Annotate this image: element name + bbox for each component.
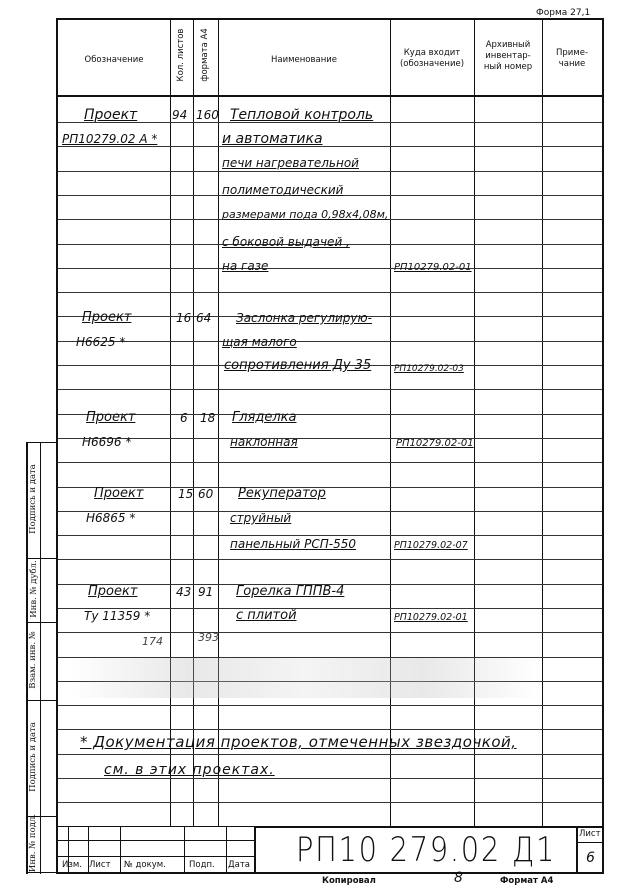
- col-doc: № докум.: [124, 860, 166, 870]
- entry1-designation-1: Проект: [84, 107, 138, 123]
- entry1-name-1: Тепловой контроль: [230, 107, 374, 123]
- entry4-designation-2: Н6865 *: [86, 511, 136, 525]
- entry3-name-2: наклонная: [230, 435, 298, 449]
- sheet-label: Лист: [579, 829, 601, 839]
- entry1-designation-2: РП10279.02 А *: [62, 132, 158, 146]
- entry3-designation-1: Проект: [86, 410, 136, 425]
- row-line: [58, 292, 602, 293]
- side-inv-dubl: Инв. № дубл.: [29, 560, 39, 618]
- side-sign-date-1: Подпись и дата: [28, 464, 38, 534]
- entry2-sheets: 16: [176, 311, 192, 325]
- format-label: Формат А4: [500, 876, 554, 886]
- col-izm: Изм.: [62, 860, 82, 870]
- row-line: [58, 802, 602, 803]
- col-sign: Подп.: [189, 860, 215, 870]
- entry3-sheets: 6: [180, 411, 188, 425]
- row-line: [58, 705, 602, 706]
- entry4-designation-1: Проект: [94, 486, 144, 501]
- row-line: [58, 511, 602, 512]
- entry1-sheets: 94: [172, 108, 188, 122]
- frame-top: [56, 18, 604, 20]
- header-name: Наименование: [270, 55, 338, 65]
- header-sheets-count: Кол. листов: [176, 28, 186, 82]
- entry5-designation-1: Проект: [88, 584, 138, 599]
- row-line: [58, 268, 602, 269]
- entry1-name-5: размерами пода 0,98х4,08м,: [222, 208, 389, 221]
- entry1-name-2: и автоматика: [222, 131, 323, 147]
- side-strip-mid: [40, 442, 41, 874]
- entry5-sheets: 43: [176, 585, 192, 599]
- entry2-designation-2: Н6625 *: [76, 335, 126, 349]
- header-note: Приме- чание: [555, 48, 589, 69]
- document-number: РП10 279.02 Д1: [296, 830, 557, 870]
- entry1-name-3: печи нагревательной: [222, 156, 359, 170]
- sheet-number: 6: [586, 850, 595, 866]
- entry4-name-1: Рекуператор: [238, 486, 326, 501]
- total-a4: 393: [198, 631, 219, 644]
- row-line: [58, 438, 602, 439]
- frame-bottom: [56, 872, 604, 874]
- row-line: [58, 462, 602, 463]
- copied-label: Копировал: [322, 876, 376, 886]
- entry1-a4: 160: [196, 108, 219, 122]
- entry5-designation-2: Ту 11359 *: [84, 609, 151, 623]
- entry4-name-3: панельный РСП-550: [230, 537, 356, 551]
- row-line: [58, 559, 602, 560]
- row-line: [58, 414, 602, 415]
- footnote-line-2: см. в этих проектах.: [104, 762, 275, 778]
- side-inv-podl: Инв. № подл.: [28, 813, 38, 873]
- row-line: [58, 778, 602, 779]
- entry4-name-2: струйный: [230, 511, 292, 525]
- entry1-name-6: с боковой выдачей ,: [222, 235, 350, 249]
- entry2-a4: 64: [196, 311, 212, 325]
- entry3-a4: 18: [200, 411, 216, 425]
- footnote-line-1: * Документация проектов, отмеченных звездочкой,: [80, 733, 517, 751]
- entry5-name-2: с плитой: [236, 608, 297, 623]
- entry5-a4: 91: [198, 585, 214, 599]
- entry1-where: РП10279.02-01: [394, 262, 472, 273]
- entry4-sheets: 15: [178, 487, 194, 501]
- entry2-where: РП10279.02-03: [394, 364, 464, 374]
- col-list: Лист: [89, 860, 111, 870]
- entry4-where: РП10279.02-07: [394, 540, 468, 551]
- col-date: Дата: [228, 860, 251, 870]
- row-line: [58, 389, 602, 390]
- total-sheets: 174: [142, 635, 163, 648]
- entry5-name-1: Горелка ГППВ-4: [236, 584, 345, 599]
- row-line: [58, 341, 602, 342]
- entry2-name-3: сопротивления Ду 35: [224, 358, 372, 373]
- entry2-name-1: Заслонка регулирую-: [236, 311, 372, 325]
- entry5-where: РП10279.02-01: [394, 612, 468, 623]
- entry2-name-2: щая малого: [222, 335, 297, 349]
- entry3-name-1: Гляделка: [232, 410, 297, 425]
- header-a4-format: формата А4: [200, 28, 210, 82]
- header-where-used: Куда входит (обозначение): [399, 48, 465, 69]
- entry1-name-7: на газе: [222, 259, 269, 273]
- entry1-name-4: полиметодический: [222, 183, 344, 197]
- form-label: Форма 27,1: [536, 8, 591, 18]
- faded-smudge: [70, 658, 540, 698]
- entry3-where: РП10279.02-01: [396, 438, 474, 449]
- row-line: [58, 729, 602, 730]
- side-sign-date-2: Подпись и дата: [28, 722, 38, 792]
- entry3-designation-2: Н6696 *: [82, 435, 132, 449]
- header-designation: Обозначение: [84, 55, 144, 65]
- header-divider: [56, 95, 604, 97]
- side-vzam-inv: Взам. инв. №: [28, 631, 38, 689]
- row-line: [58, 632, 602, 633]
- entry4-a4: 60: [198, 487, 214, 501]
- copied-mark: 8: [454, 870, 463, 886]
- row-line: [58, 754, 602, 755]
- header-archive-number: Архивный инвентар- ный номер: [483, 40, 533, 72]
- row-line: [58, 171, 602, 172]
- entry2-designation-1: Проект: [82, 310, 132, 325]
- frame-right: [602, 18, 604, 874]
